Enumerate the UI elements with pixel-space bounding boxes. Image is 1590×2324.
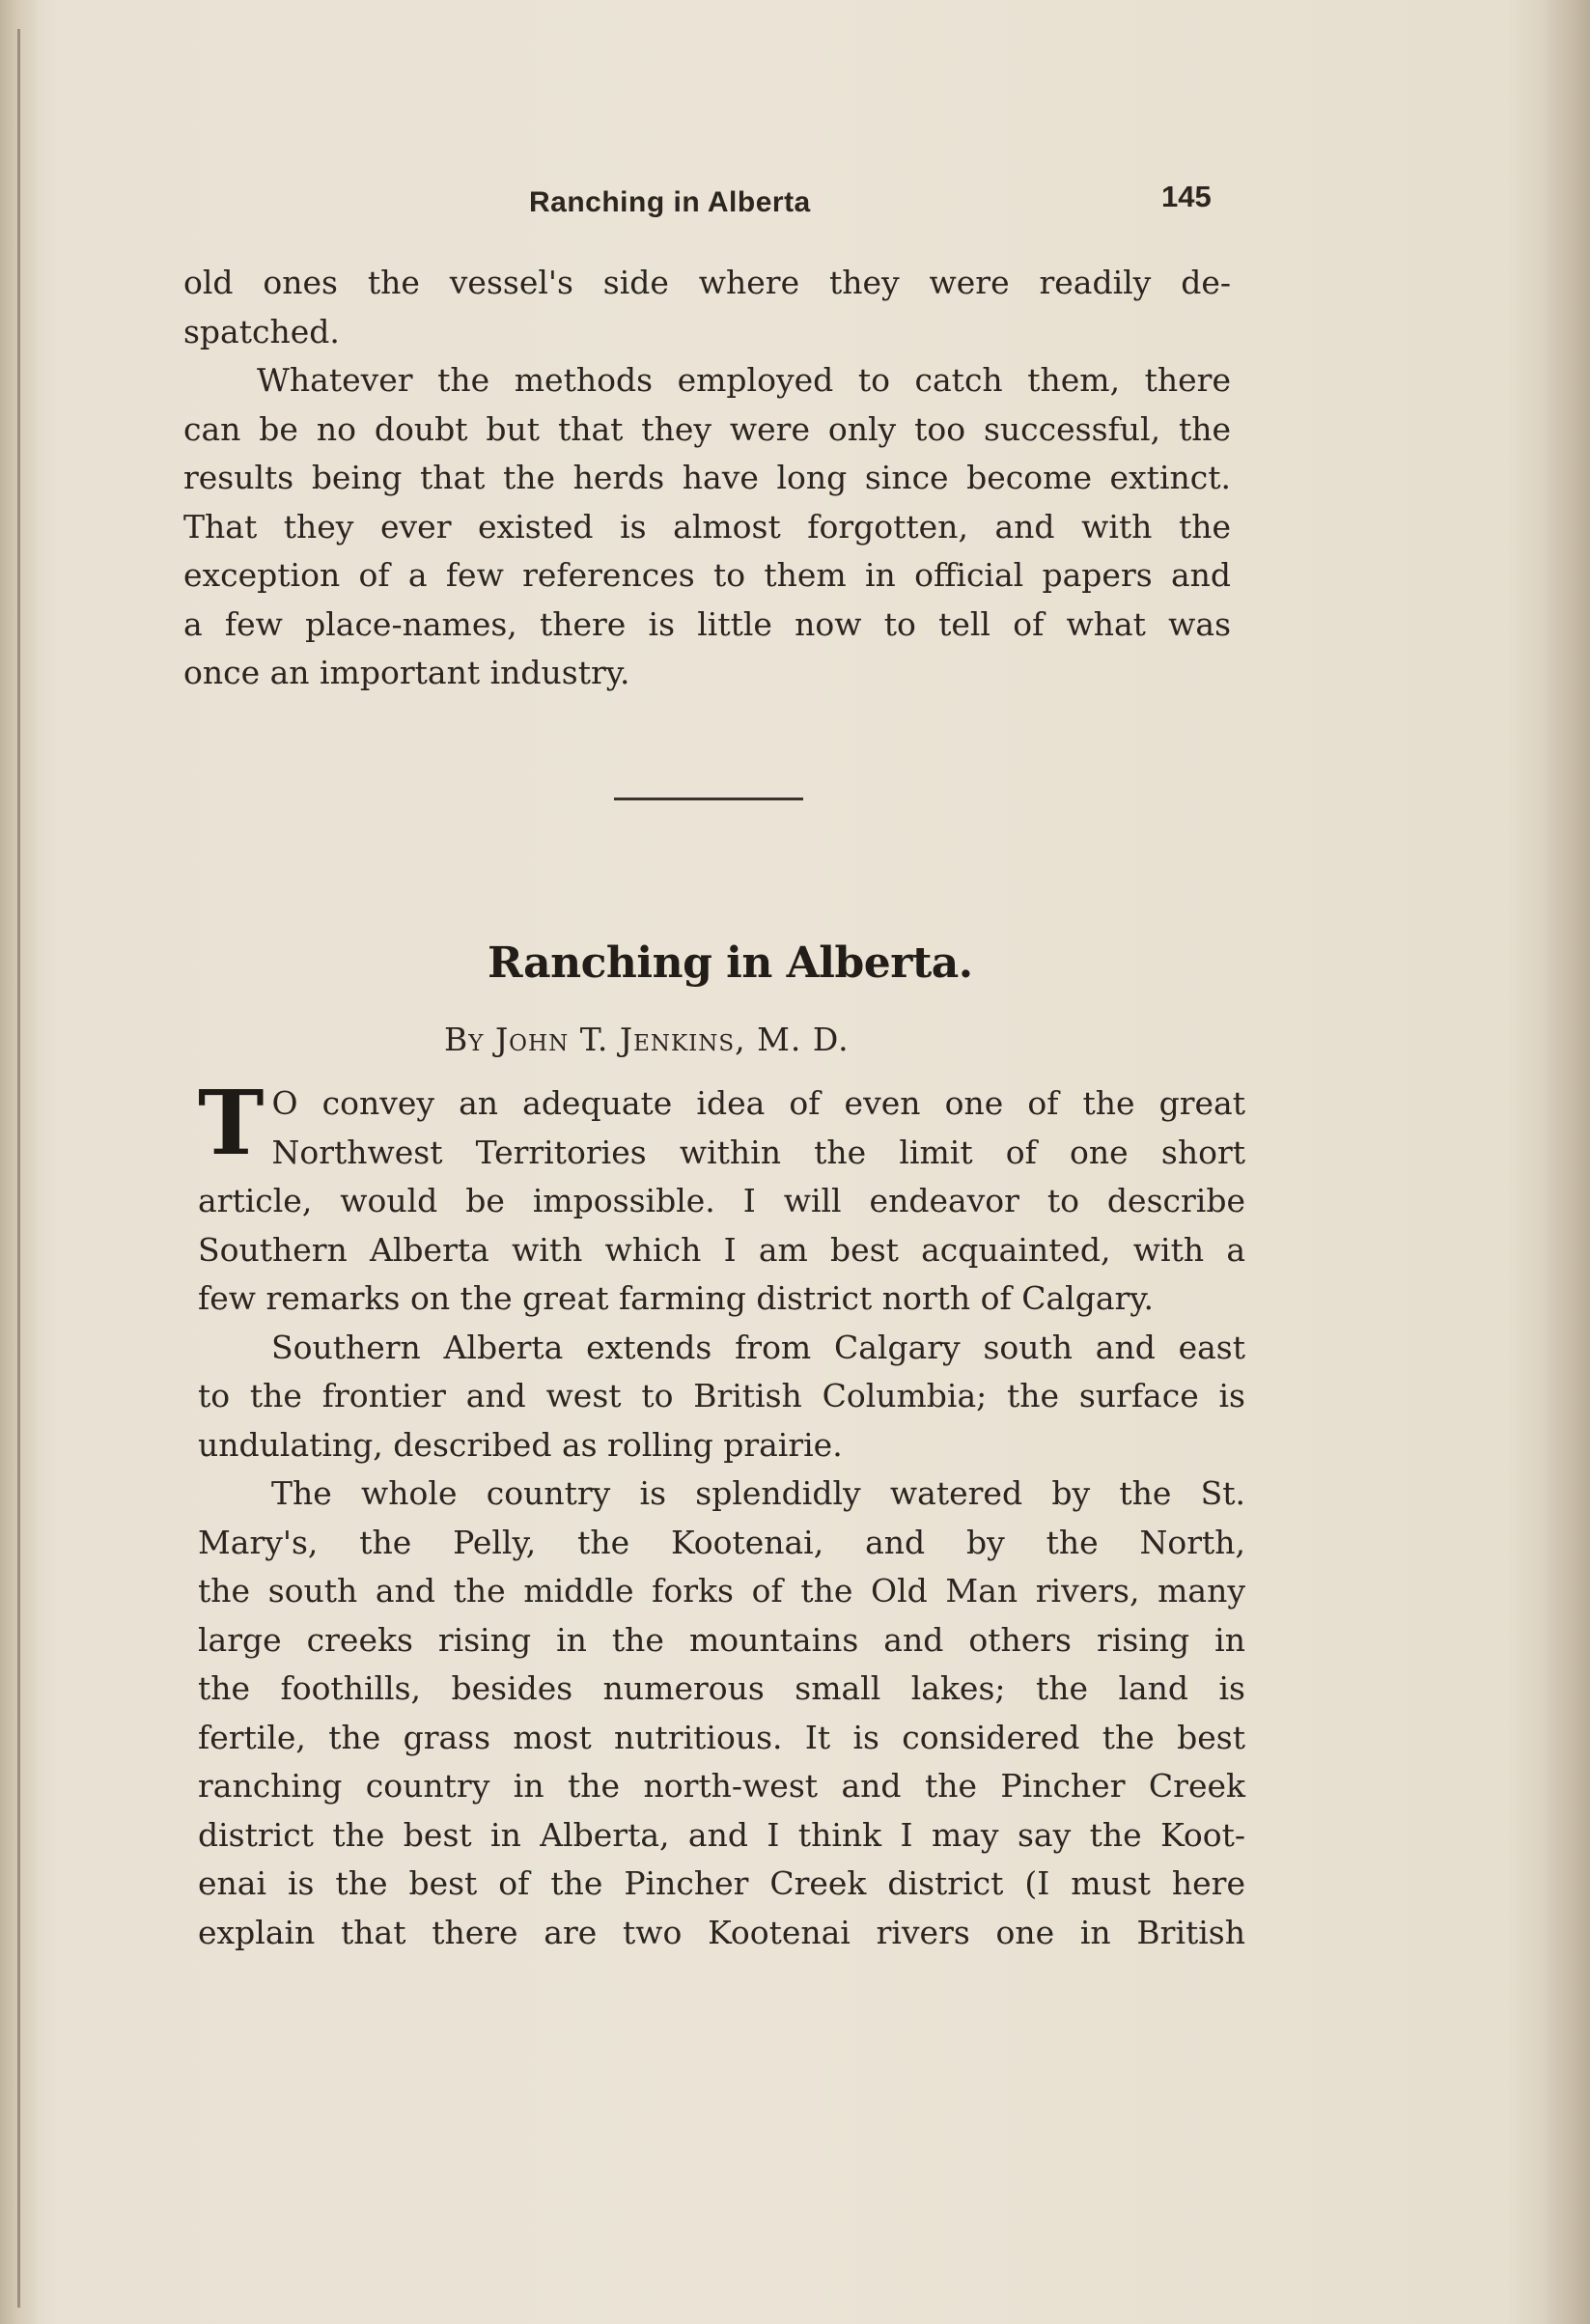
text-line: to the frontier and west to British Columbia; the surface is (198, 1377, 1245, 1414)
continued-paragraph-1 (183, 259, 1231, 356)
byline-author: John T. Jenkins, (494, 1021, 746, 1058)
article-title: Ranching in Alberta. (488, 938, 973, 988)
text-line: the foothills, besides numerous small lakes; the land is (198, 1669, 1245, 1707)
binding-stitch-line (17, 29, 20, 2308)
text-line: fertile, the grass most nutritious. It is considered the best (198, 1718, 1245, 1756)
article-byline (444, 1021, 850, 1058)
text-line: ranching country in the north-west and the Pincher Creek (198, 1767, 1245, 1805)
text-line: exception of a few references to them in official papers and (183, 556, 1231, 594)
byline-prefix: By (444, 1021, 485, 1058)
text-line: the south and the middle forks of the Old Man rivers, many (198, 1572, 1245, 1610)
text-line: Northwest Territories within the limit of one short (271, 1133, 1245, 1171)
continued-text (183, 259, 1231, 698)
text-line: Whatever the methods employed to catch them, there (257, 361, 1231, 399)
text-line: can be no doubt but that they were only too successful, the (183, 409, 1231, 448)
text-line: enai is the best of the Pincher Creek district (I must here (198, 1864, 1245, 1902)
text-line: few remarks on the great farming district north of Calgary. (198, 1279, 1155, 1317)
article-paragraph-3 (198, 1470, 1245, 1957)
drop-cap: T (198, 1071, 265, 1175)
page-edge-shadow (1542, 0, 1590, 2324)
text-line: results being that the herds have long since become extinct. (183, 459, 1231, 496)
text-line: undulating, described as rolling prairie. (198, 1425, 843, 1464)
text-line: Southern Alberta with which I am best acquainted, with a (198, 1230, 1245, 1269)
text-line: old ones the vessel's side where they were readily de- (183, 264, 1231, 301)
text-line: Southern Alberta extends from Calgary south and east (271, 1328, 1245, 1366)
article-body (198, 1071, 1245, 1957)
text-line: district the best in Alberta, and I think I may say the Koot- (198, 1815, 1245, 1854)
text-line: spatched. (183, 312, 340, 350)
text-line: once an important industry. (183, 654, 630, 691)
page-number: 145 (1161, 180, 1212, 213)
text-line: The whole country is splendidly watered by the St. (271, 1474, 1245, 1512)
text-line: a few place-names, there is little now to tell of what was (183, 604, 1231, 643)
article-paragraph-2 (198, 1324, 1245, 1470)
section-divider (614, 798, 803, 800)
continued-paragraph-2 (183, 356, 1231, 698)
byline-suffix: M. D. (757, 1021, 850, 1058)
text-line: Mary's, the Pelly, the Kootenai, and by the North, (198, 1523, 1245, 1561)
text-line: large creeks rising in the mountains and others rising in (198, 1620, 1245, 1659)
text-line: explain that there are two Kootenai rivers one in British (198, 1913, 1245, 1951)
text-line: O convey an adequate idea of even one of the great (271, 1084, 1245, 1122)
text-line: article, would be impossible. I will endeavor to describe (198, 1182, 1245, 1219)
running-head: Ranching in Alberta (529, 186, 811, 218)
article-paragraph-1 (198, 1071, 1245, 1324)
text-line: That they ever existed is almost forgotten, and with the (183, 507, 1231, 546)
